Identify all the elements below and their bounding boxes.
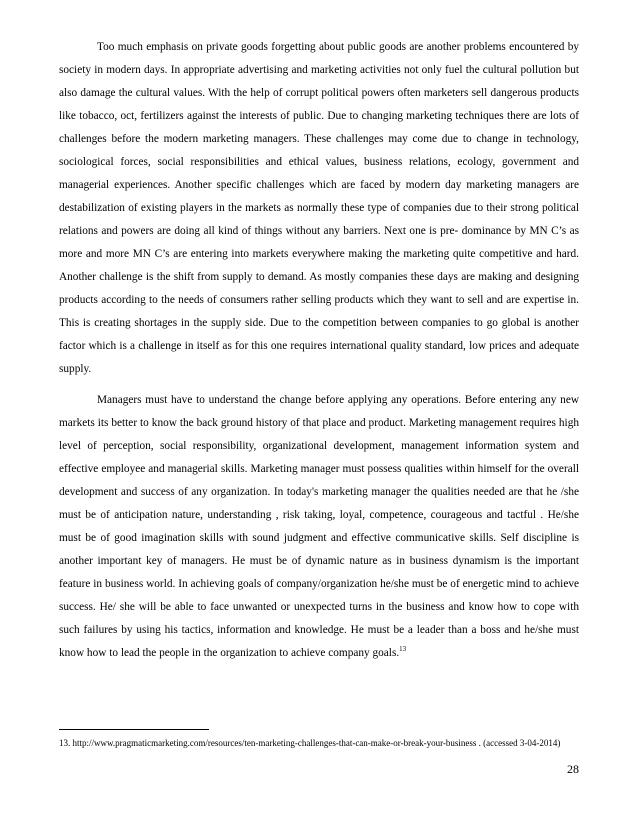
paragraph-1: Too much emphasis on private goods forgetting about public goods are another problems encountered by society in modern days. In appropriate advertising and marketing activities not only fuel the cultural pollution but also damage the cultural values. With the help of corrupt political powers often marketers sell dangerous products like tobacco, oct, fertilizers against the interests of public. Due to changing marketing techniques there are lots of challenges before the modern marketing managers. These challenges may come due to change in technology, sociological forces, social responsibilities and ethical values, business relations, ecology, government and managerial experiences. Another specific challenges which are faced by modern day marketing managers are destabilization of existing players in the markets as normally these type of companies due to their strong political relations and powers are doing all kind of things without any barriers. Next one is pre- dominance by MN C’s as more and more MN C’s are entering into markets everywhere making the marketing quite competitive and hard. Another challenge is the shift from supply to demand. As mostly companies these days are making and designing products according to the needs of consumers rather selling products which they want to sell and are expertise in. This is creating shortages in the supply side. Due to the competition between companies to go global is another factor which is a challenge in itself as for this one requires international quality standard, low prices and adequate supply. [59,41,579,375]
footnote: 13. http://www.pragmaticmarketing.com/resources/ten-marketing-challenges-that-can-make-or-break-your-business . (accessed 3-04-2014) [59,738,561,748]
paragraph-2 [59,389,579,665]
footnote-reference: 13 [399,645,407,654]
page-number: 28 [567,762,579,776]
page-body [59,36,579,665]
paragraph-2-text: Managers must have to understand the change before applying any operations. Before entering any new markets its better to know the back ground history of that place and product. Marketing management requires high level of perception, social responsibility, organizational development, management information system and effective employee and managerial skills. Marketing manager must possess qualities within himself for the overall development and success of any organization. In today's marketing manager the qualities needed are that he /she must be of anticipation nature, understanding , risk taking, loyal, competence, courageous and tactful . He/she must be of good imagination skills with sound judgment and effective communicative skills. Self discipline is another important key of managers. He must be of dynamic nature as in business dynamism is the important feature in business world. In achieving goals of company/organization he/she must be of energetic mind to achieve success. He/ she will be able to face unwanted or unexpected turns in the business and know how to cope with such failures by using his tactics, information and knowledge. He must be a leader than a boss and he/she must know how to lead the people in the organization to achieve company goals. [59,394,579,659]
footnote-divider [59,729,209,730]
